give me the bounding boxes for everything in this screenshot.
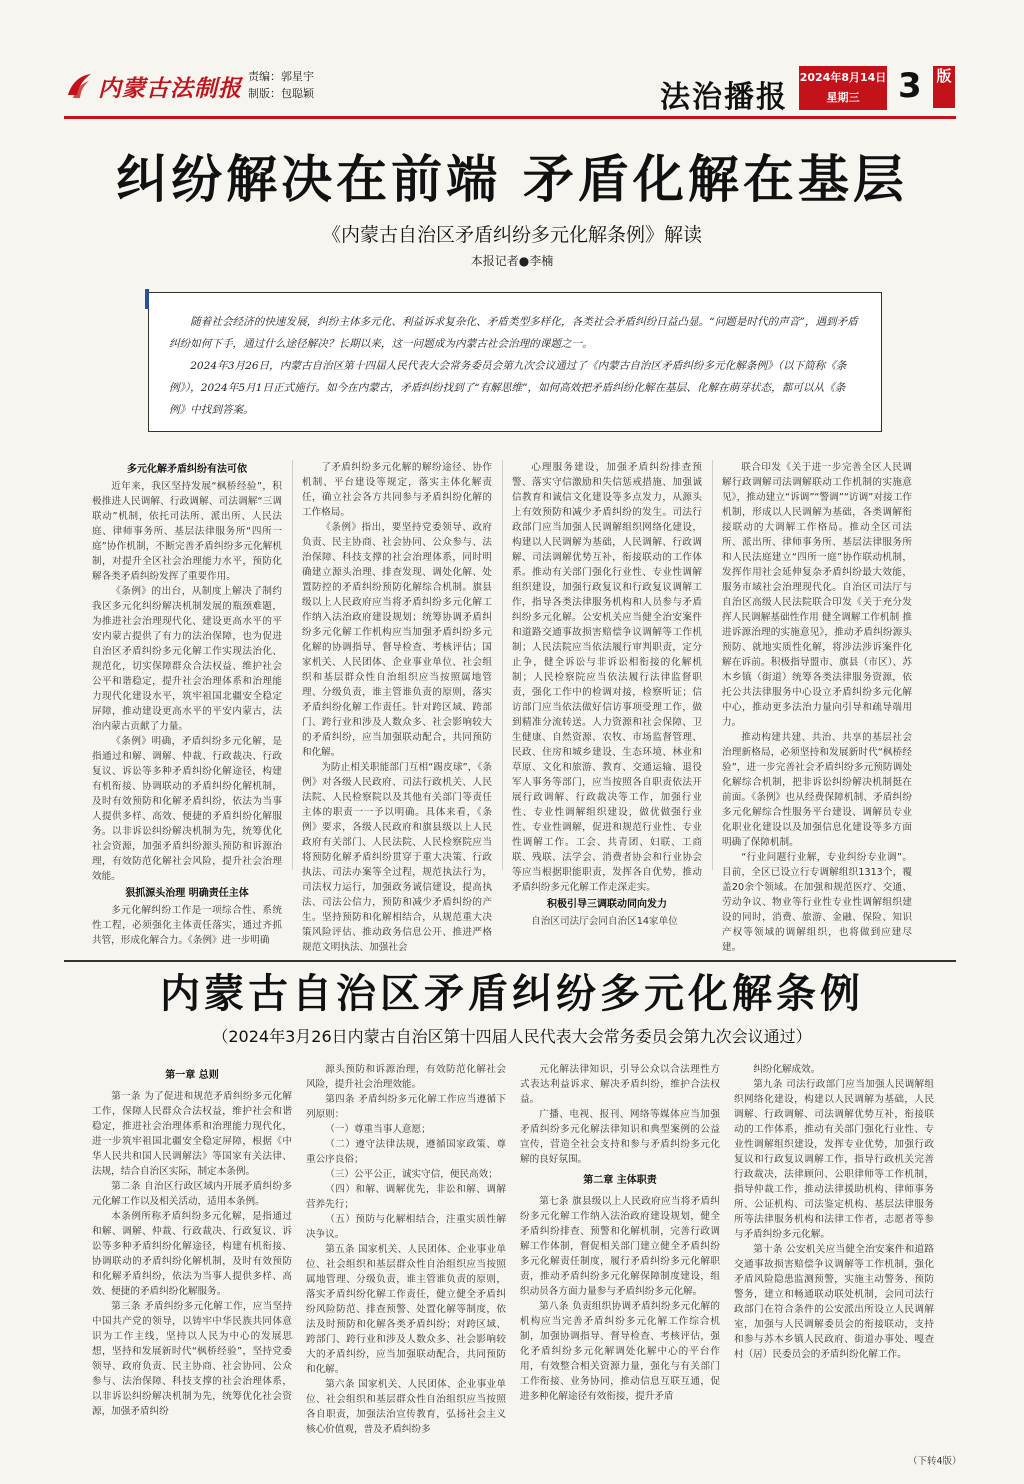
section-title: 法治播报 (660, 80, 788, 115)
body-paragraph: 本条例所称矛盾纠纷多元化解，是指通过和解、调解、仲裁、行政裁决、行政复议、诉讼等多种矛盾纠纷化解途径，构建有机衔接、协调联动的矛盾纠纷化解机制，及时有效预防和化解矛盾纠纷，依法为当事人提供多样、高效、便捷的矛盾纠纷化解服务。 (92, 1211, 292, 1297)
regulation-column (92, 1062, 292, 1452)
staff-credits (248, 68, 314, 102)
lead-accent (145, 289, 149, 309)
body-paragraph: 第六条 国家机关、人民团体、企业事业单位、社会组织和基层群众性自治组织应当按照各自职责，加强法治宣传教育，弘扬社会主义核心价值观，普及矛盾纠纷多 (306, 1379, 506, 1435)
body-paragraph: 心理服务建设，加强矛盾纠纷排查预警、落实守信激励和失信惩戒措施、加强诚信教育和诚信文化建设等多点发力，从源头上有效预防和减少矛盾纠纷的发生。司法行政部门应当加强人民调解组织网络化建设，构建以人民调解为基础，人民调解、行政调解、司法调解优势互补，衔接联动的工作体系。推动有关部门强化行业性、专业性调解组织建设，加强行政复议和行政复议调解工作，指导各类法律服务机构和人员参与矛盾纠纷多元化解。公安机关应当健全治安案件和道路交通事故损害赔偿争议调解等工作机制；人民法院应当依法履行审判职责，定分止争，健全诉讼与非诉讼相衔接的化解机制；人民检察院应当依法履行法律监督职责，强化工作中的检调对接，检察听证；信访部门应当依法做好信访事项受理工作，做到精准分流转送。人力资源和社会保障、卫生健康、自然资源、农牧、市场监督管理、民政、住房和城乡建设、生态环境、林业和草原、文化和旅游、教育、交通运输、退役军人事务等部门，应当按照各自职责依法开展行政调解、行政裁决等工作，加强行业性、专业性调解组织建设，做优做强行业性、专业性调解，促进和规范行业性、专业性调解工作。工会、共青团、妇联、工商联、残联、法学会、消费者协会和行业协会等应当根据职能职责，发挥各自优势，推动矛盾纠纷多元化解工作走深走实。 (512, 462, 702, 893)
newspaper-logo[interactable] (64, 68, 242, 104)
body-paragraph: 第九条 司法行政部门应当加强人民调解组织网络化建设，构建以人民调解为基础，人民调解、行政调解、司法调解优势互补，衔接联动的工作体系，推动有关部门强化行业性、专业性调解组织建设，发挥专业优势，加强行政复议和行政复议调解工作，指导行政机关完善行政裁决，法律顾问、公职律师等工作机制，指导仲裁工作，推动法律援助机构、律师事务所、公证机构、司法鉴定机构、基层法律服务所等法律服务机构和法律工作者，志愿者等参与矛盾纠纷多元化解。 (734, 1079, 934, 1240)
body-paragraph: 第八条 负责组织协调矛盾纠纷多元化解的机构应当完善矛盾纠纷多元化解工作综合机制，加强协调指导、督导检查、考核评估，强化矛盾纠纷多元化解调处化解中心的平台作用，有效整合相关资源力量，强化与有关部门工作衔接、业务协同，推动信息互联互通，促进多种化解途径有效衔接，提升矛盾 (520, 1301, 720, 1402)
regulation-body (92, 1062, 962, 1452)
regulation-subtitle: （2024年3月26日内蒙古自治区第十四届人民代表大会常务委员会第九次会议通过） (212, 1027, 812, 1046)
body-paragraph: （三）公平公正，诚实守信，便民高效； (325, 1169, 498, 1180)
article-column (92, 460, 282, 946)
page-number: 3 (898, 66, 922, 106)
lead-paragraph: 随着社会经济的快速发展，纠纷主体多元化、利益诉求复杂化、矛盾类型多样化，各类社会矛盾纠纷日益凸显。“问题是时代的声音”，遇到矛盾纠纷如何下手，通过什么途径解决？长期以来，这一问题成为内蒙古社会治理的课题之一。 (169, 316, 858, 350)
masthead (64, 62, 956, 116)
body-paragraph: （一）尊重当事人意愿； (325, 1124, 431, 1135)
article-body (92, 460, 932, 953)
issue-date: 2024年8月14日 (799, 71, 887, 84)
body-paragraph: 《条例》指出，要坚持党委领导、政府负责、民主协商、社会协同、公众参与、法治保障、科技支撑的社会治理体系，同时明确建立源头治理、排查发现、调处化解、处置防控的矛盾纠纷预防化解综合机制。旗县级以上人民政府应当将矛盾纠纷多元化解工作纳入法治政府建设规划；统筹协调矛盾纠纷多元化解工作机构应当加强矛盾纠纷多元化解的协调指导、督导检查、考核评估；国家机关、人民团体、企业事业单位、社会组织和基层群众性自治组织应当按照属地管理、分级负责，谁主管谁负责的原则，落实矛盾纠纷化解工作责任。针对跨区域、跨部门、跨行业和涉及人数众多、社会影响较大的矛盾纠纷，应当加强联动配合，共同预防和化解。 (302, 522, 492, 758)
body-paragraph: 第三条 矛盾纠纷多元化解工作，应当坚持中国共产党的领导，以铸牢中华民族共同体意识为工作主线，坚持以人民为中心的发展思想，坚持和发展新时代“枫桥经验”，坚持党委领导、政府负责、民主协商、社会协同、公众参与、法治保障、科技支撑的社会治理体系，以非诉讼纠纷解决机制为先，统筹优化社会资源，加强矛盾纠纷 (92, 1301, 292, 1417)
regulation-column (306, 1062, 506, 1452)
body-paragraph: 源头预防和诉源治理，有效防范化解社会风险，提升社会治理效能。 (306, 1064, 506, 1090)
section-heading: 狠抓源头治理 明确责任主体 (125, 888, 249, 899)
body-paragraph: 了矛盾纠纷多元化解的解纷途径、协作机制、平台建设等规定，落实主体化解责任，确立社会各方共同参与矛盾纠纷化解的工作格局。 (302, 462, 492, 518)
article-column (512, 460, 702, 927)
logo-text: 内蒙古法制报 (98, 74, 242, 102)
logo-emblem-icon (64, 71, 94, 101)
column-divider (712, 460, 713, 870)
section-heading: 多元化解矛盾纠纷有法可依 (127, 464, 247, 475)
body-paragraph: 元化解法律知识，引导公众以合法理性方式表达利益诉求、解决矛盾纠纷，维护合法权益。 (520, 1064, 720, 1105)
body-paragraph: 第二条 自治区行政区域内开展矛盾纠纷多元化解工作以及相关活动，适用本条例。 (92, 1181, 292, 1207)
body-paragraph: “行业问题行业解，专业纠纷专业调”。目前，全区已设立行专调解组织1313个，覆盖20余个领域。在加强和规范医疗、交通、劳动争议、物业等行业性专业性调解组织建设的同时，消费、旅游、金融、保险、知识产权等领域的调解组织，也将做到应建尽建。 (722, 852, 912, 953)
lead-text (169, 311, 861, 421)
article-headline: 纠纷解决在前端 矛盾化解在基层 (116, 150, 908, 210)
body-paragraph: 自治区司法厅会同自治区14家单位 (531, 916, 678, 927)
body-paragraph: 第四条 矛盾纠纷多元化解工作应当遵循下列原则： (306, 1094, 506, 1120)
date-box (799, 66, 887, 110)
body-paragraph: 纠纷化解成效。 (753, 1064, 821, 1075)
column-divider (502, 460, 503, 870)
masthead-divider (64, 116, 956, 119)
page-suffix: 版 (933, 66, 955, 108)
article-subtitle: 《内蒙古自治区矛盾纠纷多元化解条例》解读 (321, 224, 702, 246)
producer-credit: 制版：包聪颖 (248, 87, 314, 100)
body-paragraph: 第一条 为了促进和规范矛盾纠纷多元化解工作，保障人民群众合法权益，维护社会和谐稳定，推进社会治理体系和治理能力现代化，进一步筑牢祖国北疆安全稳定屏障，根据《中华人民共和国人民调解法》等国家有关法律、法规，结合自治区实际，制定本条例。 (92, 1091, 292, 1177)
body-paragraph: 第五条 国家机关、人民团体、企业事业单位、社会组织和基层群众性自治组织应当按照属地管理、分级负责，谁主管谁负责的原则，落实矛盾纠纷化解工作责任，健立健全矛盾纠纷风险防范、排查预警、处置化解等制度，依法及时预防和化解各类矛盾纠纷；对跨区域、跨部门、跨行业和涉及人数众多、社会影响较大的矛盾纠纷，应当加强联动配合，共同预防和化解。 (306, 1244, 506, 1375)
continued-note[interactable]: （下转4版） (908, 1456, 962, 1467)
lead-box (148, 292, 882, 432)
body-paragraph: 为防止相关职能部门互相“踢皮球”，《条例》对各级人民政府、司法行政机关、人民法院、人民检察院以及其他有关部门等责任主体的职责一一予以明确。具体来看，《条例》要求，各级人民政府和旗县级以上人民政府有关部门、人民法院、人民检察院应当将预防化解矛盾纠纷贯穿于重大决策、行政执法、司法办案等全过程，规范执法行为，司法权力运行，加强政务诚信建设，提高执法、司法公信力，预防和减少矛盾纠纷的产生。坚持预防和化解相结合，从规范重大决策风险评估、推动政务信息公开、推进严格规范文明执法、加强社会 (302, 762, 492, 953)
article-column (722, 460, 912, 953)
column-divider (292, 460, 293, 870)
body-paragraph: 推动构建共建、共治、共享的基层社会治理新格局，必须坚持和发展新时代“枫桥经验”，进一步完善社会矛盾纠纷多元预防调处化解综合机制，把非诉讼纠纷解决机制挺在前面。《条例》也从经费保障机制、矛盾纠纷多元化解综合性服务平台建设、调解员专业化职业化建设以及加强信息化建设等多方面明确了保障机制。 (722, 732, 912, 848)
body-paragraph: 第七条 旗县级以上人民政府应当将矛盾纠纷多元化解工作纳入法治政府建设规划，健全矛盾纠纷排查、预警和化解机制，完善行政调解工作体制，督促相关部门建立健全矛盾纠纷多元化解责任制度，履行矛盾纠纷多元化解职责，推动矛盾纠纷多元化解保障制度建设，组织动员各方面力量参与矛盾纠纷多元化解。 (520, 1196, 720, 1297)
body-paragraph: （四）和解、调解优先，非讼和解、调解营养先行； (306, 1184, 506, 1210)
body-paragraph: 广播、电视、报刊、网络等媒体应当加强矛盾纠纷多元化解法律知识和典型案例的公益宣传，营造全社会支持和参与矛盾纠纷多元化解的良好氛围。 (520, 1109, 720, 1165)
body-paragraph: 联合印发《关于进一步完善全区人民调解行政调解司法调解联动工作机制的实施意见》，推动建立“诉调”“警调”“访调”对接工作机制，形成以人民调解为基础，各类调解衔接联动的大调解工作格局。推动全区司法所、派出所、律师事务所、基层法律服务所和人民法庭建立“四所一庭”协作联动机制，发挥作用社会延伸复杂矛盾纠纷最大效能，服务市域社会治理现代化。自治区司法厅与自治区高级人民法院联合印发《关于充分发挥人民调解基础性作用 健全调解工作机制 推进诉源治理的实施意见》，推动矛盾纠纷源头预防、就地实质性化解，将涉法涉诉案件化解在诉前。积极指导盟市、旗县（市区）、苏木乡镇（街道）统筹各类法律服务资源，依托公共法律服务中心设立矛盾纠纷多元化解中心，推动更多法治力量向引导和疏导端用力。 (722, 462, 912, 728)
body-paragraph: 《条例》明确，矛盾纠纷多元化解，是指通过和解、调解、仲裁、行政裁决、行政复议、诉讼等多种矛盾纠纷化解途径，构建有机衔接、协调联动的矛盾纠纷化解机制，及时有效预防和化解矛盾纠纷，依法为当事人提供多样、高效、便捷的矛盾纠纷化解服务。以非诉讼纠纷解决机制为先，统筹优化社会资源，加强矛盾纠纷源头预防和诉源治理，有效防范化解社会风险，提升社会治理效能。 (92, 736, 282, 882)
editor-credit: 责编：郭星宇 (248, 70, 314, 83)
body-paragraph: 多元化解纠纷工作是一项综合性、系统性工程，必须强化主体责任落实，通过齐抓共管，形成化解合力。《条例》进一步明确 (92, 905, 282, 946)
body-paragraph: 第十条 公安机关应当健全治安案件和道路交通事故损害赔偿争议调解等工作机制，强化矛盾风险隐患监测预警，实施主动警务、预防警务，建立和畅通联动联处机制，会同司法行政部门在符合条件的公安派出所设立人民调解室，加强与人民调解委员会的衔接联动，支持和参与苏木乡镇人民政府、街道办事处、嘎查村（居）民委员会的矛盾纠纷化解工作。 (734, 1244, 934, 1360)
section-heading: 第一章 总则 (165, 1070, 219, 1081)
section-heading: 第二章 主体职责 (583, 1175, 657, 1186)
article-byline: 本报记者●李楠 (470, 254, 554, 268)
regulation-column (734, 1062, 934, 1452)
body-paragraph: 近年来，我区坚持发展“枫桥经验”，积极推进人民调解、行政调解、司法调解“三调联动”机制，依托司法所、派出所、人民法庭、律师事务所、基层法律服务所“四所一庭”协作机制，不断完善矛盾纠纷多元化解机制，对提升全区社会治理能力水平，预防化解各类矛盾纠纷发挥了重要作用。 (92, 481, 282, 582)
body-paragraph: 《条例》的出台，从制度上解决了制约我区多元化纠纷解决机制发展的瓶颈难题，为推进社会治理现代化、建设更高水平的平安内蒙古提供了有力的法治保障，也为促进自治区矛盾纠纷多元化解工作实现法治化、规范化，切实保障群众合法权益、维护社会公平和谐稳定，提升社会治理体系和治理能力现代化建设水平，筑牢祖国北疆安全稳定屏障，推动建设更高水平的平安内蒙古，法治内蒙古贡献了力量。 (92, 586, 282, 732)
regulation-title: 内蒙古自治区矛盾纠纷多元化解条例 (160, 970, 864, 1017)
section-heading: 积极引导三调联动同向发力 (547, 899, 667, 910)
body-paragraph: （五）预防与化解相结合，注重实质性解决争议。 (306, 1214, 506, 1240)
body-paragraph: （二）遵守法律法规，遵循国家政策、尊重公序良俗； (306, 1139, 506, 1165)
issue-weekday: 星期三 (826, 91, 860, 104)
lead-paragraph: 2024年3月26日，内蒙古自治区第十四届人民代表大会常务委员会第九次会议通过了《内蒙古自治区矛盾纠纷多元化解条例》（以下简称《条例》），2024年5月1日正式施行。如今在内蒙古，矛盾纠纷找到了“有解思维”，如何高效把矛盾纠纷化解在基层、化解在萌芽状态，都可以从《条例》中找到答案。 (169, 360, 847, 416)
article-column (302, 460, 492, 953)
regulation-column (520, 1062, 720, 1452)
